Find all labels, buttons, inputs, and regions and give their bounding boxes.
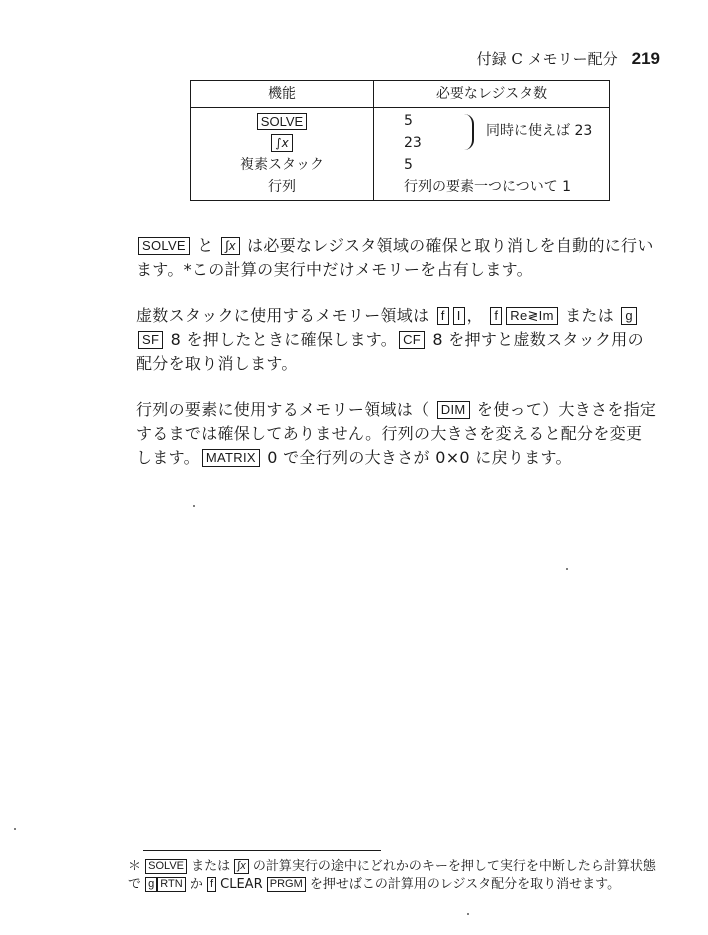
header-registers: 必要なレジスタ数	[374, 81, 610, 108]
text: の計算実行の途中にどれかのキーを押して実行を中断したら計算状態で	[128, 859, 656, 892]
g-key: g	[145, 877, 157, 892]
brace-group	[404, 110, 603, 154]
text: と	[191, 236, 219, 255]
function-matrix: 行列	[268, 179, 296, 195]
text: を使って）大きさを指定するまでは確保してありません。行列の大きさを変えると配分を変更します。	[136, 400, 657, 467]
text: 8 を押すと虚数スタック用の配分を取り消します。	[136, 330, 644, 373]
sf-key: SF	[138, 331, 163, 349]
matrix-registers: 行列の要素一つについて 1	[404, 179, 572, 195]
text: ，	[466, 306, 489, 325]
rtn-key: RTN	[157, 877, 185, 892]
brace-icon	[464, 114, 474, 150]
page-header	[477, 48, 660, 69]
combined-note: 同時に使えば 23	[486, 123, 593, 139]
integrate-key: ∫x	[271, 134, 292, 152]
text: CLEAR	[216, 877, 267, 892]
matrix-key: MATRIX	[202, 449, 260, 467]
cf-key: CF	[399, 331, 425, 349]
i-key: I	[453, 307, 465, 325]
text: または	[187, 859, 235, 874]
function-complex-stack: 複素スタック	[240, 157, 324, 173]
g-key: g	[621, 307, 637, 325]
re-im-key: Re≷Im	[506, 307, 557, 325]
speck	[566, 568, 568, 570]
speck	[467, 913, 469, 915]
solve-registers: 5	[404, 113, 413, 129]
footnote	[128, 858, 668, 894]
integrate-key: ∫x	[234, 859, 249, 874]
section-title: 付録 C メモリー配分	[476, 50, 618, 68]
text: 8 を押したときに確保します。	[165, 330, 398, 349]
footnote-rule	[143, 850, 381, 851]
paragraph-complex	[136, 304, 658, 376]
solve-key: SOLVE	[145, 859, 187, 874]
paragraph-matrix	[136, 398, 658, 470]
integrate-key: ∫x	[221, 237, 240, 255]
text: 0 で全行列の大きさが 0×0 に戻ります。	[261, 448, 572, 467]
solve-key: SOLVE	[257, 113, 307, 130]
table-row	[191, 108, 610, 201]
text: は必要なレジスタ領域の確保と取り消しを自動的に行います。*この計算の実行中だけメモリーを占有します。	[136, 236, 654, 279]
speck	[14, 828, 16, 830]
text: を押せばこの計算用のレジスタ配分を取り消せます。	[305, 877, 621, 892]
prgm-key: PRGM	[267, 877, 306, 892]
page-number: 219	[631, 49, 660, 68]
f-key: f	[207, 877, 216, 892]
registers-cell	[374, 108, 610, 201]
solve-key: SOLVE	[138, 237, 190, 255]
footnote-mark: ＊	[128, 859, 146, 874]
f-key: f	[490, 307, 502, 325]
complex-stack-registers: 5	[404, 157, 413, 173]
text: か	[185, 877, 207, 892]
table-header-row	[191, 81, 610, 108]
function-cell	[191, 108, 374, 201]
header-function: 機能	[191, 81, 374, 108]
speck	[193, 505, 195, 507]
paragraph-solve	[136, 234, 658, 282]
integrate-registers: 23	[404, 135, 422, 151]
register-table	[190, 80, 610, 201]
text: 行列の要素に使用するメモリー領域は（	[136, 400, 435, 419]
text: 虚数スタックに使用するメモリー領域は	[136, 306, 435, 325]
f-key: f	[437, 307, 449, 325]
dim-key: DIM	[437, 401, 470, 419]
text: または	[559, 306, 620, 325]
